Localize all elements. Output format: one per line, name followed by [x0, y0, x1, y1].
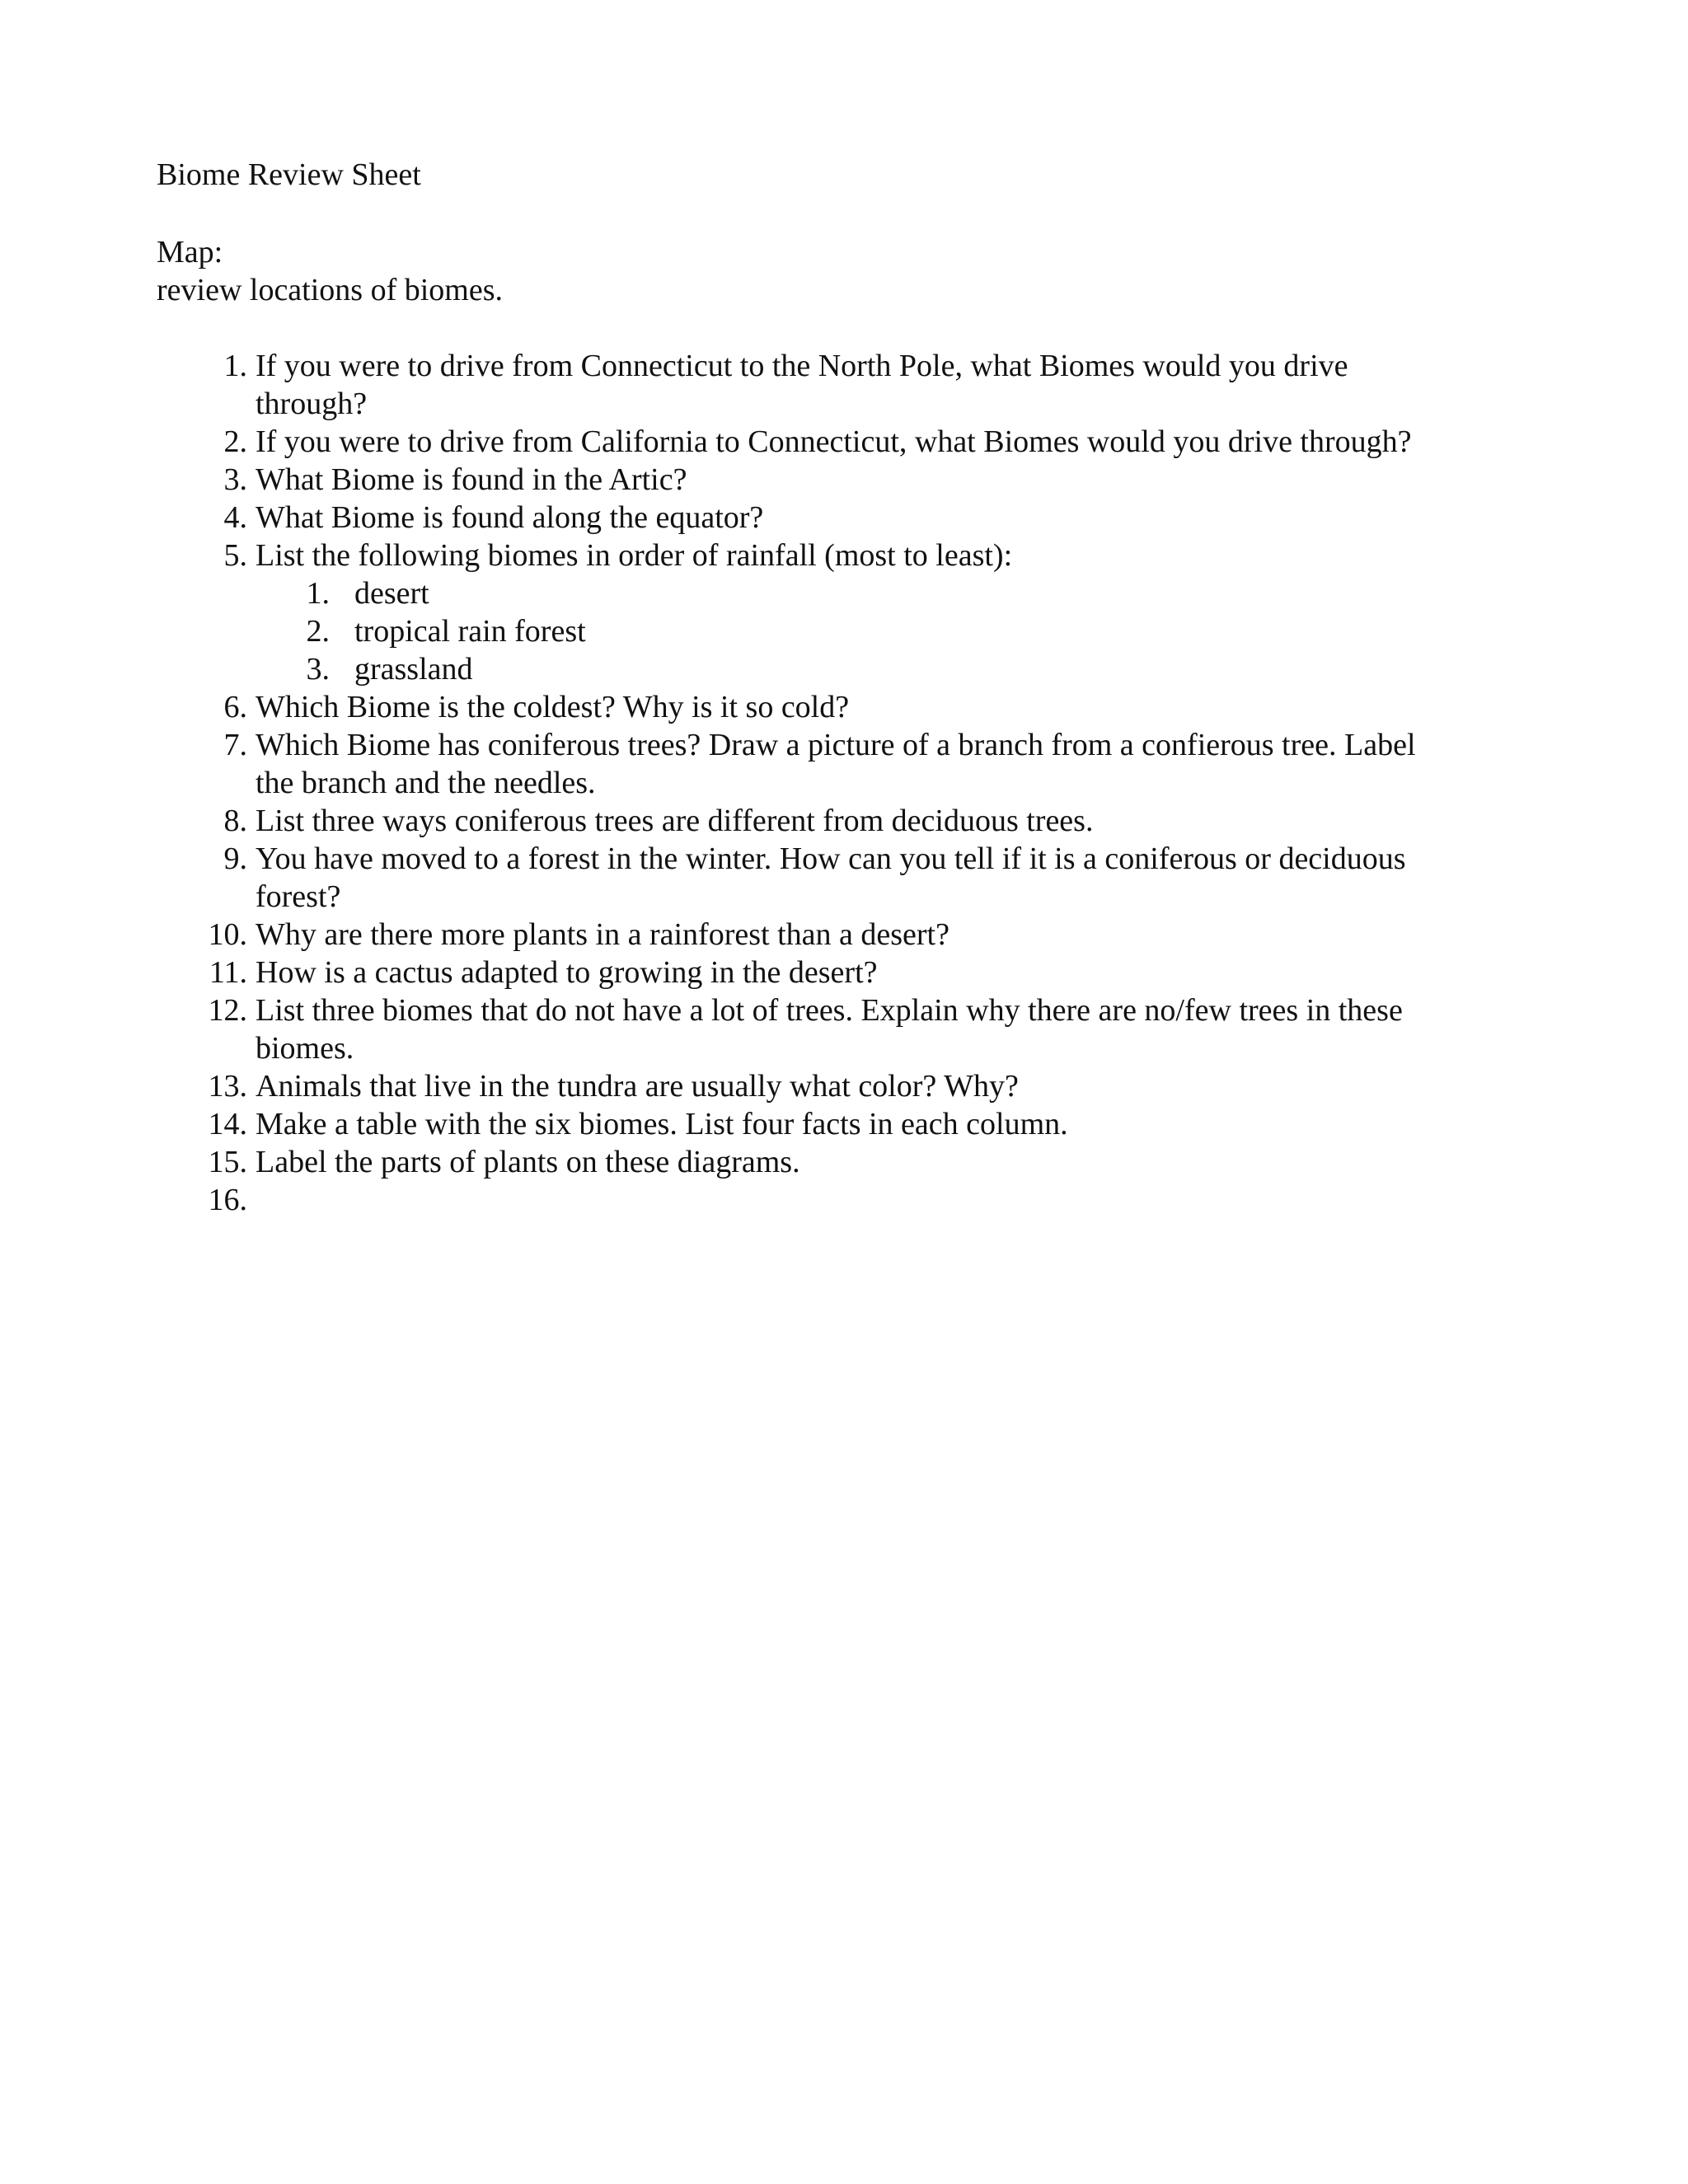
- question-number: 10.: [208, 917, 247, 952]
- question-text: If you were to drive from Connecticut to the North Pole, what Biomes would you drive: [256, 349, 1348, 383]
- question-text: List three ways coniferous trees are different from deciduous trees.: [256, 804, 1094, 838]
- subitem-text: grassland: [354, 652, 473, 687]
- question-text: What Biome is found in the Artic?: [256, 462, 687, 497]
- question-text: Which Biome is the coldest? Why is it so cold?: [256, 690, 850, 724]
- question-text: List three biomes that do not have a lot of trees. Explain why there are no/few trees in these: [256, 993, 1403, 1028]
- question-4: [157, 499, 1574, 537]
- question-number: 16.: [208, 1183, 247, 1217]
- subitem-text: desert: [354, 576, 429, 611]
- subitem-number: 1.: [306, 576, 330, 611]
- subitem-number: 3.: [306, 652, 330, 687]
- question-text: List the following biomes in order of rainfall (most to least):: [256, 538, 1013, 573]
- question-text-continued: the branch and the needles.: [256, 766, 596, 800]
- question-number: 12.: [208, 993, 247, 1028]
- question-text-continued: forest?: [256, 879, 341, 914]
- question-number: 8.: [223, 804, 247, 838]
- subitem-number: 2.: [306, 614, 330, 649]
- question-text: Why are there more plants in a rainforest than a desert?: [256, 917, 950, 952]
- question-8: [157, 802, 1574, 840]
- question-number: 7.: [223, 728, 247, 762]
- question-number: 13.: [208, 1069, 247, 1104]
- question-2: [157, 423, 1574, 461]
- question-text-continued: through?: [256, 387, 368, 421]
- question-number: 5.: [223, 538, 247, 573]
- question-text-continued: biomes.: [256, 1031, 354, 1066]
- question-10: [157, 916, 1574, 954]
- subitem-text: tropical rain forest: [354, 614, 586, 649]
- question-number: 3.: [223, 462, 247, 497]
- question-13: [157, 1067, 1574, 1105]
- question-text: [256, 1181, 1574, 1219]
- question-1: [157, 347, 1574, 423]
- question-15: [157, 1143, 1574, 1181]
- question-text: Animals that live in the tundra are usually what color? Why?: [256, 1069, 1019, 1104]
- question-5: [157, 537, 1574, 574]
- question-number: 11.: [209, 955, 247, 990]
- question-number: 2.: [223, 424, 247, 459]
- question-text: Label the parts of plants on these diagrams.: [256, 1145, 800, 1179]
- question-number: 15.: [208, 1145, 247, 1179]
- rainfall-subitem-1: [157, 574, 1574, 612]
- question-list: [157, 347, 1574, 1219]
- question-6: [157, 688, 1574, 726]
- map-heading: Map:: [157, 235, 223, 269]
- question-14: [157, 1105, 1574, 1143]
- question-text: Which Biome has coniferous trees? Draw a picture of a branch from a confierous tree. Label: [256, 728, 1416, 762]
- question-text: Make a table with the six biomes. List four facts in each column.: [256, 1107, 1068, 1141]
- question-number: 9.: [223, 841, 247, 876]
- question-text: What Biome is found along the equator?: [256, 500, 764, 535]
- question-number: 1.: [223, 349, 247, 383]
- question-7: [157, 726, 1574, 802]
- question-11: [157, 954, 1574, 991]
- question-number: 4.: [223, 500, 247, 535]
- rainfall-subitem-3: [157, 650, 1574, 688]
- question-12: [157, 991, 1574, 1067]
- question-number: 14.: [208, 1107, 247, 1141]
- question-text: You have moved to a forest in the winter. How can you tell if it is a coniferous or deciduous: [256, 841, 1406, 876]
- rainfall-subitem-2: [157, 612, 1574, 650]
- question-text: How is a cactus adapted to growing in the desert?: [256, 955, 878, 990]
- question-number: 6.: [223, 690, 247, 724]
- question-9: [157, 840, 1574, 916]
- map-instruction: review locations of biomes.: [157, 273, 504, 307]
- question-16: [157, 1181, 1574, 1219]
- document-title: Biome Review Sheet: [157, 157, 421, 192]
- question-text: If you were to drive from California to Connecticut, what Biomes would you drive through?: [256, 424, 1412, 459]
- question-3: [157, 461, 1574, 499]
